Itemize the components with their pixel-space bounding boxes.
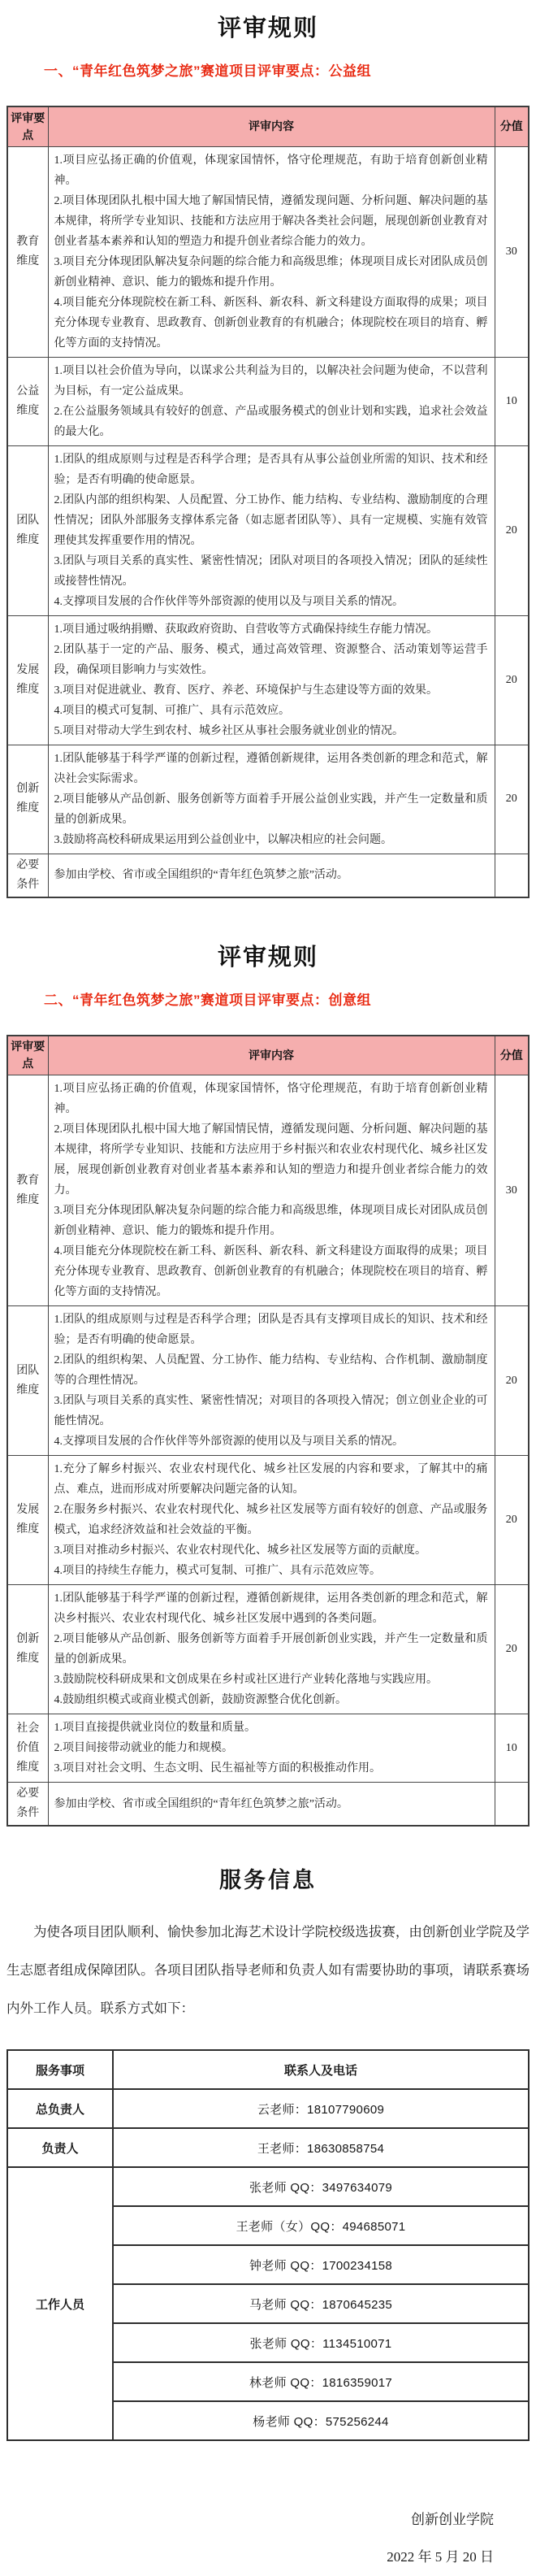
table-row-required-condition: [7, 1783, 529, 1827]
content-cell: [48, 1306, 495, 1456]
dimension-cell: 必要条件: [7, 1783, 48, 1827]
contact-value-cell: 王老师（女）QQ：494685071: [113, 2206, 529, 2245]
content-line: 3.鼓励院校科研成果和文创成果在乡村或社区进行产业转化落地与实践应用。: [54, 1674, 438, 1686]
header-score: 分值: [495, 106, 529, 146]
table-row-public-welfare: [7, 357, 529, 445]
content-cell: [48, 1714, 495, 1783]
score-cell: 20: [495, 1456, 529, 1585]
content-line: 3.项目对促进就业、教育、医疗、养老、环境保护与生态建设等方面的效果。: [54, 684, 438, 697]
content-cell: [48, 1585, 495, 1714]
content-line: 1.项目以社会价值为导向，以谋求公共利益为目的，以解决社会问题为使命，不以营利为目标，有一定公益成果。: [54, 364, 488, 397]
contact-row-lead: [7, 2128, 529, 2167]
dimension-cell: 公益维度: [7, 357, 48, 445]
content-line: 4.鼓励组织模式或商业模式创新，鼓励资源整合优化创新。: [54, 1694, 347, 1706]
header-review-point: 评审要点: [7, 106, 48, 146]
table-row-development: [7, 615, 529, 745]
content-line: 参加由学校、省市或全国组织的“青年红色筑梦之旅”活动。: [54, 1797, 348, 1810]
table-row-social-value: [7, 1714, 529, 1783]
dimension-cell: 教育维度: [7, 1075, 48, 1306]
content-line: 1.充分了解乡村振兴、农业农村现代化、城乡社区发展的内容和要求，了解其中的痛点、难点，进而形成对所要解决问题完备的认知。: [54, 1463, 488, 1496]
dimension-cell: 创新维度: [7, 745, 48, 854]
content-line: 2.项目能够从产品创新、服务创新等方面着手开展公益创业实践，并产生一定数量和质量的创新成果。: [54, 793, 488, 826]
content-line: 2.项目体现团队扎根中国大地了解国情民情，遵循发现问题、分析问题、解决问题的基本规律，将所学专业知识、技能和方法应用于解决各类社会问题，展现创新创业教育对创业者基本素养和认知的塑造力和提升创业者综合能力的效力。: [54, 194, 488, 248]
table-row-team: [7, 1306, 529, 1456]
table-row-team: [7, 445, 529, 615]
score-cell: 20: [495, 745, 529, 854]
content-line: 1.项目直接提供就业岗位的数量和质量。: [54, 1722, 256, 1734]
content-cell: [48, 1783, 495, 1827]
content-line: 3.团队与项目关系的真实性、紧密性情况；团队对项目的各项投入情况；团队的延续性或接替性情况。: [54, 554, 488, 588]
table-row-education: [7, 1075, 529, 1306]
score-cell: 10: [495, 1714, 529, 1783]
header-service-item: 服务事项: [7, 2050, 113, 2089]
header-review-content: 评审内容: [48, 1036, 495, 1075]
content-line: 参加由学校、省市或全国组织的“青年红色筑梦之旅”活动。: [54, 869, 348, 881]
contact-value-cell: 林老师 QQ：1816359017: [113, 2362, 529, 2401]
content-line: 4.项目能充分体现院校在新工科、新医科、新农科、新文科建设方面取得的成果；项目充分体现专业教育、思政教育、创新创业教育的有机融合；体现院校在项目的培育、孵化等方面的支持情况。: [54, 296, 488, 350]
content-cell: [48, 745, 495, 854]
table-row-education: [7, 146, 529, 357]
contact-role-cell: 工作人员: [7, 2167, 113, 2440]
content-line: 3.鼓励将高校科研成果运用到公益创业中，以解决相应的社会问题。: [54, 833, 392, 846]
page-title-rules-2: 评审规则: [217, 944, 318, 971]
page-title-rules-1: 评审规则: [217, 15, 318, 41]
contact-value-cell: 杨老师 QQ：575256244: [113, 2401, 529, 2440]
content-cell: [48, 1075, 495, 1306]
content-line: 3.项目对社会文明、生态文明、民生福祉等方面的积极推动作用。: [54, 1762, 381, 1775]
rules-table-gongyi: [6, 106, 530, 898]
footer-organization: 创新创业学院: [411, 2512, 494, 2527]
dimension-cell: 教育维度: [7, 146, 48, 357]
content-line: 4.支撑项目发展的合作伙伴等外部资源的使用以及与项目关系的情况。: [54, 595, 404, 608]
header-review-content: 评审内容: [48, 106, 495, 146]
content-line: 3.团队与项目关系的真实性、紧密性情况；对项目的各项投入情况；创立创业企业的可能性情况。: [54, 1395, 488, 1427]
contact-value-cell: 钟老师 QQ：1700234158: [113, 2245, 529, 2284]
content-line: 2.项目间接带动就业的能力和规模。: [54, 1742, 233, 1754]
service-info-title: 服务信息: [219, 1868, 317, 1892]
contact-value-cell: 张老师 QQ：3497634079: [113, 2167, 529, 2206]
header-score: 分值: [495, 1036, 529, 1075]
contact-row-staff: [7, 2167, 529, 2206]
score-cell: 20: [495, 1585, 529, 1714]
header-contact-phone: 联系人及电话: [113, 2050, 529, 2089]
score-cell: [495, 1783, 529, 1827]
header-review-point: 评审要点: [7, 1036, 48, 1075]
content-line: 1.项目应弘扬正确的价值观，体现家国情怀，恪守伦理规范，有助于培育创新创业精神。: [54, 1083, 488, 1115]
contact-value-cell: 王老师：18630858754: [113, 2128, 529, 2167]
content-line: 4.支撑项目发展的合作伙伴等外部资源的使用以及与项目关系的情况。: [54, 1436, 404, 1448]
contact-header-row: [7, 2050, 529, 2089]
content-line: 3.项目对推动乡村振兴、农业农村现代化、城乡社区发展等方面的贡献度。: [54, 1544, 426, 1557]
dimension-cell: 团队维度: [7, 445, 48, 615]
dimension-cell: 发展维度: [7, 615, 48, 745]
dimension-cell: 发展维度: [7, 1456, 48, 1585]
content-cell: [48, 615, 495, 745]
content-line: 2.团队基于一定的产品、服务、模式，通过高效管理、资源整合、活动策划等运营手段，确保项目影响力与实效性。: [54, 643, 488, 676]
table-header-row: [7, 106, 529, 146]
content-line: 2.项目能够从产品创新、服务创新等方面着手开展创新创业实践，并产生一定数量和质量的创新成果。: [54, 1633, 488, 1666]
content-line: 2.团队的组织构架、人员配置、分工协作、能力结构、专业结构、合作机制、激励制度等的合理性情况。: [54, 1354, 488, 1387]
content-cell: [48, 445, 495, 615]
table-row-innovation: [7, 1585, 529, 1714]
content-line: 1.团队的组成原则与过程是否科学合理；团队是否具有支撑项目成长的知识、技术和经验；是否有明确的使命愿景。: [54, 1314, 488, 1346]
contact-value-cell: 马老师 QQ：1870645235: [113, 2284, 529, 2323]
dimension-cell: 必要条件: [7, 854, 48, 897]
service-info-paragraph: 为使各项目团队顺利、愉快参加北海艺术设计学院校级选拔赛，由创新创业学院及学生志愿者组成保障团队。各项目团队指导老师和负责人如有需要协助的事项，请联系赛场内外工作人员。联系方式如下：: [6, 1925, 530, 2016]
content-line: 2.在服务乡村振兴、农业农村现代化、城乡社区发展等方面有较好的创意、产品或服务模式，追求经济效益和社会效益的平衡。: [54, 1504, 488, 1536]
score-cell: [495, 854, 529, 897]
contact-row-general-lead: [7, 2089, 529, 2128]
section-subtitle-chuangyi: 二、“青年红色筑梦之旅”赛道项目评审要点：创意组: [44, 992, 371, 1008]
contact-role-cell: 总负责人: [7, 2089, 113, 2128]
dimension-cell: 团队维度: [7, 1306, 48, 1456]
content-line: 4.项目的模式可复制、可推广、具有示范效应。: [54, 704, 290, 717]
content-line: 5.项目对带动大学生到农村、城乡社区从事社会服务就业创业的情况。: [54, 724, 404, 737]
section-subtitle-gongyi: 一、“青年红色筑梦之旅”赛道项目评审要点：公益组: [44, 63, 371, 79]
table-header-row: [7, 1036, 529, 1075]
score-cell: 10: [495, 357, 529, 445]
contact-table: [6, 2049, 530, 2441]
score-cell: 30: [495, 1075, 529, 1306]
content-line: 1.项目通过吸纳捐赠、获取政府资助、自营收等方式确保持续生存能力情况。: [54, 623, 438, 636]
score-cell: 20: [495, 445, 529, 615]
content-line: 2.在公益服务领域具有较好的创意、产品或服务模式的创业计划和实践，追求社会效益的最大化。: [54, 405, 488, 438]
footer-date: 2022 年 5 月 20 日: [387, 2549, 494, 2565]
content-line: 1.团队能够基于科学严谨的创新过程，遵循创新规律，运用各类创新的理念和范式，解决社会实际需求。: [54, 752, 488, 785]
content-line: 1.项目应弘扬正确的价值观，体现家国情怀，恪守伦理规范，有助于培育创新创业精神。: [54, 154, 488, 187]
table-row-development: [7, 1456, 529, 1585]
score-cell: 20: [495, 615, 529, 745]
contact-value-cell: 云老师：18107790609: [113, 2089, 529, 2128]
table-row-innovation: [7, 745, 529, 854]
content-line: 4.项目的持续生存能力，模式可复制、可推广、具有示范效应等。: [54, 1565, 381, 1577]
content-cell: [48, 146, 495, 357]
contact-value-cell: 张老师 QQ：1134510071: [113, 2323, 529, 2362]
rules-table-chuangyi: [6, 1035, 530, 1827]
content-line: 3.项目充分体现团队解决复杂问题的综合能力和高级思维；体现项目成长对团队成员创新创业精神、意识、能力的锻炼和提升作用。: [54, 255, 488, 289]
content-cell: [48, 1456, 495, 1585]
content-line: 3.项目充分体现团队解决复杂问题的综合能力和高级思维，体现项目成长对团队成员创新创业精神、意识、能力的锻炼和提升作用。: [54, 1205, 488, 1237]
table-row-required-condition: [7, 854, 529, 897]
content-line: 2.项目体现团队扎根中国大地了解国情民情，遵循发现问题、分析问题、解决问题的基本规律，将所学专业知识、技能和方法应用于乡村振兴和农业农村现代化、城乡社区发展，展现创新创业教育对创业者基本素养和认知的塑造力和提升创业者综合能力的效力。: [54, 1123, 488, 1197]
content-line: 1.团队的组成原则与过程是否科学合理；是否具有从事公益创业所需的知识、技术和经验；是否有明确的使命愿景。: [54, 453, 488, 486]
contact-role-cell: 负责人: [7, 2128, 113, 2167]
content-line: 2.团队内部的组织构架、人员配置、分工协作、能力结构、专业结构、激励制度的合理性情况；团队外部服务支撑体系完备（如志愿者团队等）、具有一定规模、实施有效管理使其发挥重要作用的情况。: [54, 493, 488, 547]
score-cell: 30: [495, 146, 529, 357]
footer: [0, 2501, 536, 2576]
content-line: 4.项目能充分体现院校在新工科、新医科、新农科、新文科建设方面取得的成果；项目充分体现专业教育、思政教育、创新创业教育的有机融合；体现院校在项目的培育、孵化等方面的支持情况。: [54, 1245, 488, 1298]
content-cell: [48, 854, 495, 897]
content-line: 1.团队能够基于科学严谨的创新过程，遵循创新规律，运用各类创新的理念和范式，解决乡村振兴、农业农村现代化、城乡社区发展中遇到的各类问题。: [54, 1592, 488, 1625]
dimension-cell: 创新维度: [7, 1585, 48, 1714]
content-cell: [48, 357, 495, 445]
dimension-cell: 社会价值维度: [7, 1714, 48, 1783]
score-cell: 20: [495, 1306, 529, 1456]
